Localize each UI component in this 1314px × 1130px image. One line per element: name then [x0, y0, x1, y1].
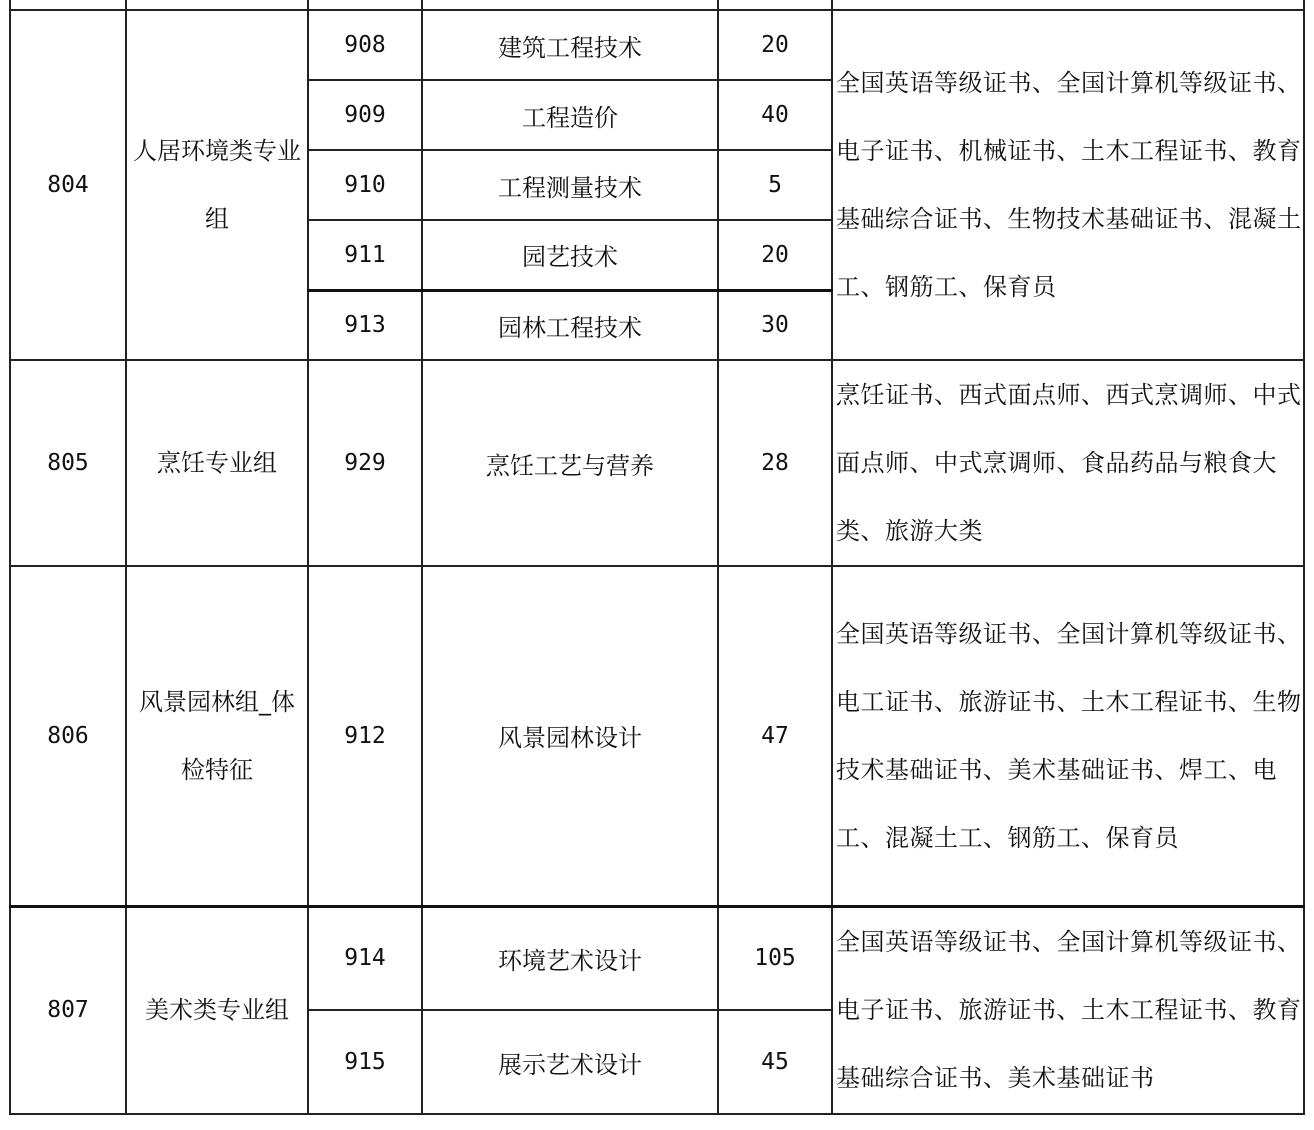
plan-count-cell: 40 — [718, 80, 832, 150]
certificates-cell: 烹饪证书、西式面点师、西式烹调师、中式面点师、中式烹调师、食品药品与粮食大类、旅游大类 — [832, 360, 1304, 566]
cutoff-cell — [10, 0, 126, 10]
table-row — [10, 360, 1304, 566]
group-name-cell: 人居环境类专业组 — [126, 10, 308, 360]
major-code-cell: 911 — [308, 220, 422, 290]
major-name-cell: 展示艺术设计 — [422, 1010, 718, 1114]
plan-count-cell: 20 — [718, 220, 832, 290]
table-row — [10, 906, 1304, 1010]
table-row-cutoff — [10, 0, 1304, 10]
group-code-cell: 805 — [10, 360, 126, 566]
major-code-cell: 912 — [308, 566, 422, 906]
plan-count-cell: 105 — [718, 906, 832, 1010]
cutoff-cell — [832, 0, 1304, 10]
cutoff-cell — [718, 0, 832, 10]
plan-count-cell: 30 — [718, 290, 832, 360]
plan-count-cell: 45 — [718, 1010, 832, 1114]
major-code-cell: 908 — [308, 10, 422, 80]
major-name-cell: 园艺技术 — [422, 220, 718, 290]
enrollment-table-sheet — [9, 0, 1303, 1120]
major-name-cell: 风景园林设计 — [422, 566, 718, 906]
major-name-cell: 工程造价 — [422, 80, 718, 150]
major-code-cell: 915 — [308, 1010, 422, 1114]
plan-count-cell: 47 — [718, 566, 832, 906]
major-name-cell: 建筑工程技术 — [422, 10, 718, 80]
major-code-cell: 929 — [308, 360, 422, 566]
major-code-cell: 913 — [308, 290, 422, 360]
major-name-cell: 园林工程技术 — [422, 290, 718, 360]
major-name-cell: 环境艺术设计 — [422, 906, 718, 1010]
plan-count-cell: 20 — [718, 10, 832, 80]
table-row — [10, 10, 1304, 80]
cutoff-cell — [308, 0, 422, 10]
group-name-cell: 美术类专业组 — [126, 906, 308, 1114]
certificates-cell: 全国英语等级证书、全国计算机等级证书、电子证书、旅游证书、土木工程证书、教育基础综合证书、美术基础证书 — [832, 906, 1304, 1114]
major-code-cell: 910 — [308, 150, 422, 220]
major-name-cell: 工程测量技术 — [422, 150, 718, 220]
certificates-cell: 全国英语等级证书、全国计算机等级证书、电工证书、旅游证书、土木工程证书、生物技术基础证书、美术基础证书、焊工、电工、混凝土工、钢筋工、保育员 — [832, 566, 1304, 906]
plan-count-cell: 28 — [718, 360, 832, 566]
group-code-cell: 806 — [10, 566, 126, 906]
group-code-cell: 804 — [10, 10, 126, 360]
group-name-cell: 风景园林组_体检特征 — [126, 566, 308, 906]
major-code-cell: 914 — [308, 906, 422, 1010]
group-name-cell: 烹饪专业组 — [126, 360, 308, 566]
group-code-cell: 807 — [10, 906, 126, 1114]
enrollment-table — [9, 0, 1305, 1115]
cutoff-cell — [422, 0, 718, 10]
major-code-cell: 909 — [308, 80, 422, 150]
major-name-cell: 烹饪工艺与营养 — [422, 360, 718, 566]
table-row — [10, 566, 1304, 906]
certificates-cell: 全国英语等级证书、全国计算机等级证书、电子证书、机械证书、土木工程证书、教育基础综合证书、生物技术基础证书、混凝土工、钢筋工、保育员 — [832, 10, 1304, 360]
cutoff-cell — [126, 0, 308, 10]
plan-count-cell: 5 — [718, 150, 832, 220]
